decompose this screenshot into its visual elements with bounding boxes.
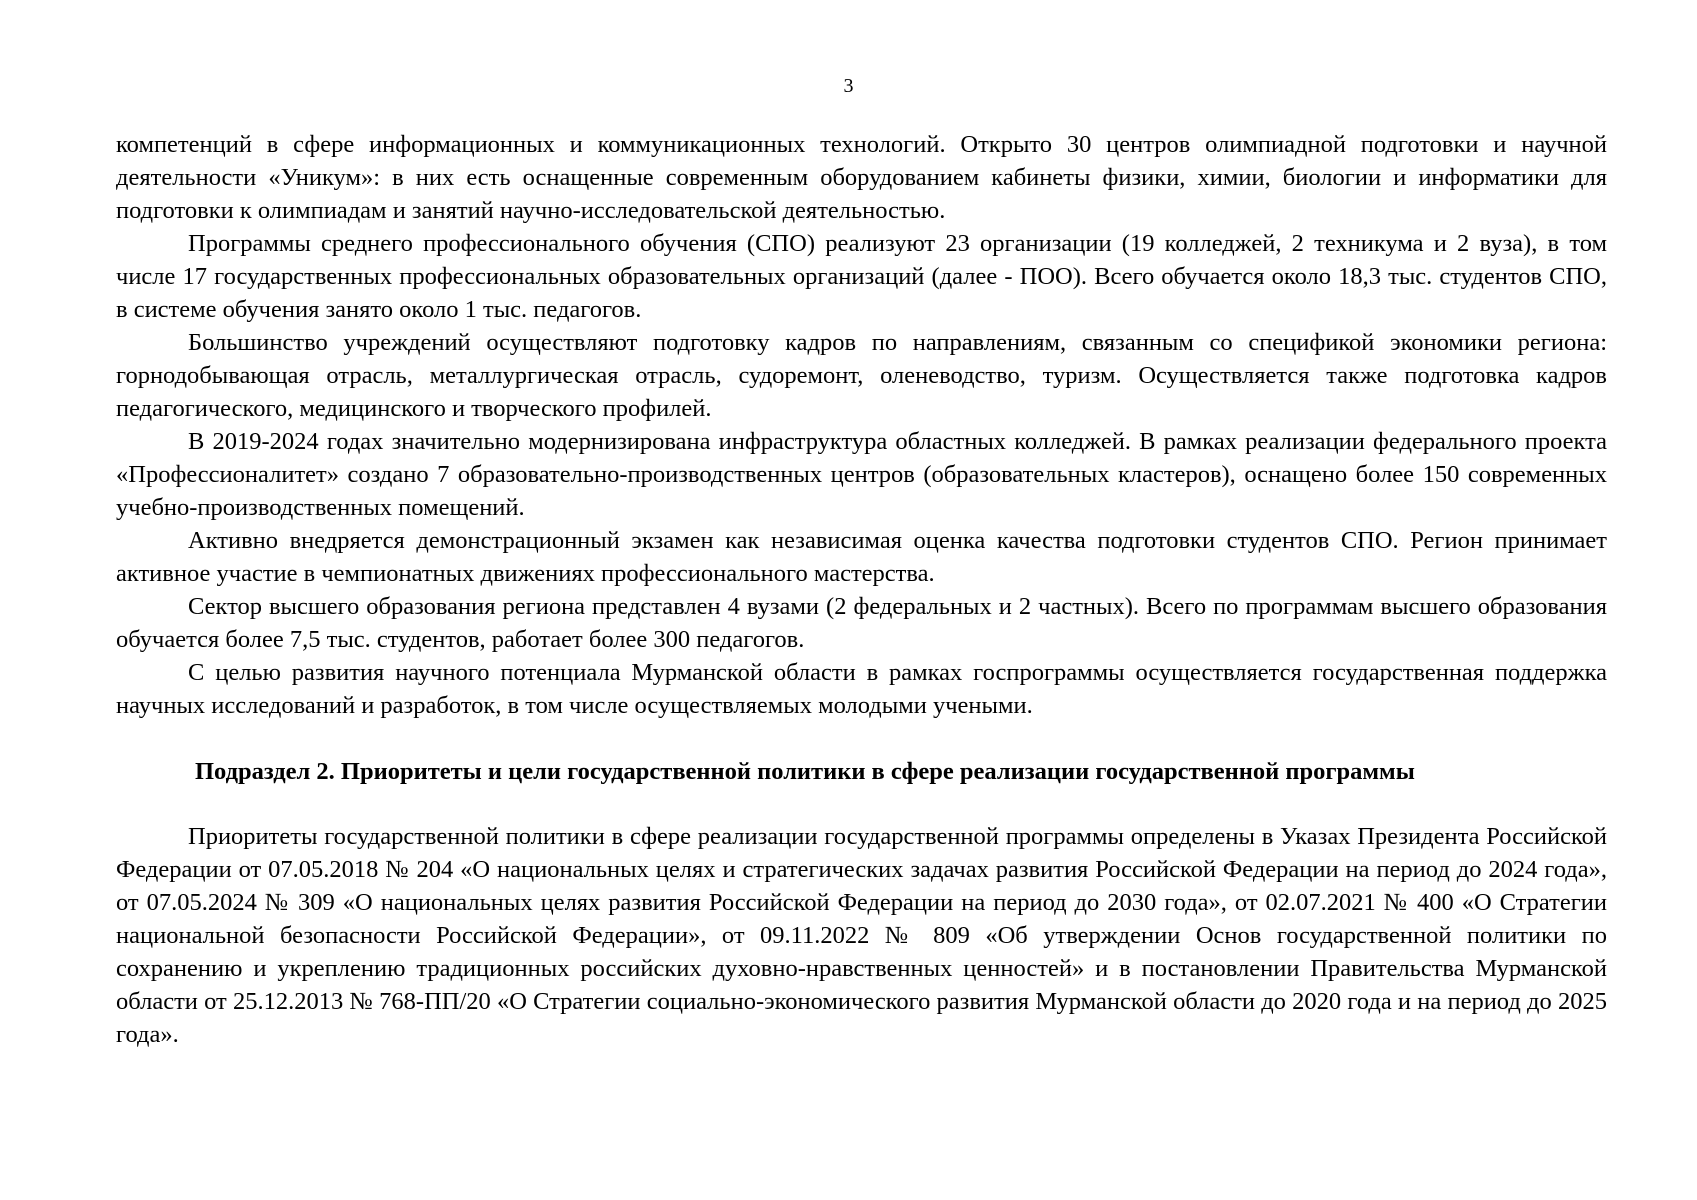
section-heading: Подраздел 2. Приоритеты и цели государственной политики в сфере реализации государственной программы: [195, 758, 1415, 785]
paragraph-demo-exam: Активно внедряется демонстрационный экзамен как независимая оценка качества подготовки студентов СПО. Регион принимает активное участие в чемпионатных движениях профессионального мастерства.: [116, 527, 1607, 587]
paragraph-infrastructure: В 2019-2024 годах значительно модернизирована инфраструктура областных колледжей. В рамках реализации федерального проекта «Профессионалитет» создано 7 образовательно-производственных центров (образовательных кластеров), оснащено более 150 современных учебно-производственных помещений.: [116, 428, 1607, 521]
document-body: [116, 128, 1607, 1051]
paragraph-spo-programs: Программы среднего профессионального обучения (СПО) реализуют 23 организации (19 колледжей, 2 техникума и 2 вуза), в том числе 17 государственных профессиональных образовательных организаций (далее - ПОО). Всего обучается около 18,3 тыс. студентов СПО, в системе обучения занято около 1 тыс. педагогов.: [116, 230, 1607, 323]
paragraph-science-support: С целью развития научного потенциала Мурманской области в рамках госпрограммы осуществляется государственная поддержка научных исследований и разработок, в том числе осуществляемых молодыми учеными.: [116, 659, 1607, 719]
page-number: 3: [843, 75, 854, 97]
paragraph-training-directions: Большинство учреждений осуществляют подготовку кадров по направлениям, связанным со спецификой экономики региона: горнодобывающая отрасль, металлургическая отрасль, судоремонт, оленеводство, туризм. Осуществляется также подготовка кадров педагогического, медицинского и творческого профилей.: [116, 329, 1607, 422]
paragraph-policy-priorities: Приоритеты государственной политики в сфере реализации государственной программы определены в Указах Президента Российской Федерации от 07.05.2018 № 204 «О национальных целях и стратегических задачах развития Российской Федерации на период до 2024 года», от 07.05.2024 № 309 «О национальных целях развития Российской Федерации на период до 2030 года», от 02.07.2021 № 400 «О Стратегии национальной безопасности Российской Федерации», от 09.11.2022 № 809 «Об утверждении Основ государственной политики по сохранению и укреплению традиционных российских духовно-нравственных ценностей» и в постановлении Правительства Мурманской области от 25.12.2013 № 768-ПП/20 «О Стратегии социально-экономического развития Мурманской области до 2020 года и на период до 2025 года».: [116, 823, 1607, 1048]
paragraph-ict-centers: компетенций в сфере информационных и коммуникационных технологий. Открыто 30 центров олимпиадной подготовки и научной деятельности «Уникум»: в них есть оснащенные современным оборудованием кабинеты физики, химии, биологии и информатики для подготовки к олимпиадам и занятий научно-исследовательской деятельностью.: [116, 131, 1607, 224]
paragraph-higher-education: Сектор высшего образования региона представлен 4 вузами (2 федеральных и 2 частных). Всего по программам высшего образования обучается более 7,5 тыс. студентов, работает более 300 педагогов.: [116, 593, 1607, 653]
